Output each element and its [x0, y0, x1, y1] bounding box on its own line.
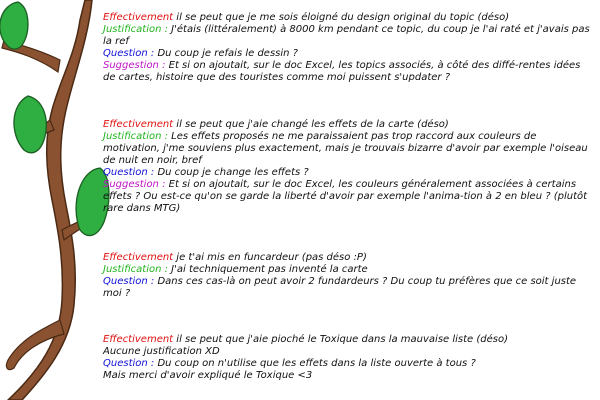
line-text: J'étais (littéralement) à 8000 km pendant ce topic, du coup je l'ai raté et j'avais pas la ref: [103, 24, 590, 47]
remark-line: [103, 24, 593, 48]
remark-line: [103, 334, 593, 346]
vine-illustration: [0, 0, 110, 400]
line-text: Mais merci d'avoir expliqué le Toxique <3: [103, 370, 313, 381]
label-question: Question :: [103, 167, 155, 178]
remark-line: [103, 264, 593, 276]
line-text: Aucune justification XD: [103, 346, 220, 357]
line-text: Du coup je change les effets ?: [154, 167, 309, 178]
remark-line: [103, 131, 593, 167]
label-suggestion: Suggestion :: [103, 179, 166, 190]
line-text: Et si on ajoutait, sur le doc Excel, les topics associés, à côté des diffé-rentes idées de cartes, histoire que des touristes comme moi puissent s'updater ?: [103, 60, 581, 83]
label-question: Question :: [103, 276, 155, 287]
remark-line: [103, 179, 593, 215]
line-text: Et si on ajoutait, sur le doc Excel, les couleurs généralement associées à certains effets ? Ou est-ce qu'on se garde la liberté d'avoir par exemple l'anima-tion à 2 en bleu ? (plutôt rare dans MTG): [103, 179, 588, 214]
line-text: Les effets proposés ne me paraissaient pas trop raccord aux couleurs de motivation, j'me souviens plus exactement, mais je trouvais bizarre d'avoir par exemple l'oiseau de nuit en noir, bref: [103, 131, 588, 166]
remark-block-3: [103, 252, 593, 300]
label-suggestion: Suggestion :: [103, 60, 166, 71]
line-text: il se peut que j'aie changé les effets de la carte (déso): [173, 119, 449, 130]
label-question: Question :: [103, 358, 155, 369]
remark-block-1: [103, 12, 593, 84]
label-justification: Justification :: [103, 131, 168, 142]
label-effectivement: Effectivement: [103, 12, 174, 23]
label-effectivement: Effectivement: [103, 252, 174, 263]
line-text: Du coup je refais le dessin ?: [154, 48, 298, 59]
remark-line: [103, 370, 593, 382]
remark-line: [103, 252, 593, 264]
remark-line: [103, 167, 593, 179]
line-text: il se peut que j'aie pioché le Toxique dans la mauvaise liste (déso): [173, 334, 509, 345]
line-text: il se peut que je me sois éloigné du design original du topic (déso): [173, 12, 510, 23]
line-text: J'ai techniquement pas inventé la carte: [168, 264, 368, 275]
label-effectivement: Effectivement: [103, 334, 174, 345]
line-text: Du coup on n'utilise que les effets dans la liste ouverte à tous ?: [154, 358, 476, 369]
remark-line: [103, 60, 593, 84]
remark-line: [103, 276, 593, 300]
leaf-middle: [14, 96, 46, 153]
remark-line: [103, 12, 593, 24]
line-text: Dans ces cas-là on peut avoir 2 fundardeurs ? Du coup tu préfères que ce soit juste moi ?: [103, 276, 577, 299]
label-justification: Justification :: [103, 24, 168, 35]
remark-line: [103, 346, 593, 358]
remark-block-2: [103, 119, 593, 215]
remark-block-4: [103, 334, 593, 382]
remark-line: [103, 119, 593, 131]
remark-line: [103, 358, 593, 370]
line-text: je t'ai mis en funcardeur (pas déso :P): [173, 252, 367, 263]
label-question: Question :: [103, 48, 155, 59]
label-justification: Justification :: [103, 264, 168, 275]
leaf-top: [0, 2, 28, 49]
remark-line: [103, 48, 593, 60]
label-effectivement: Effectivement: [103, 119, 174, 130]
